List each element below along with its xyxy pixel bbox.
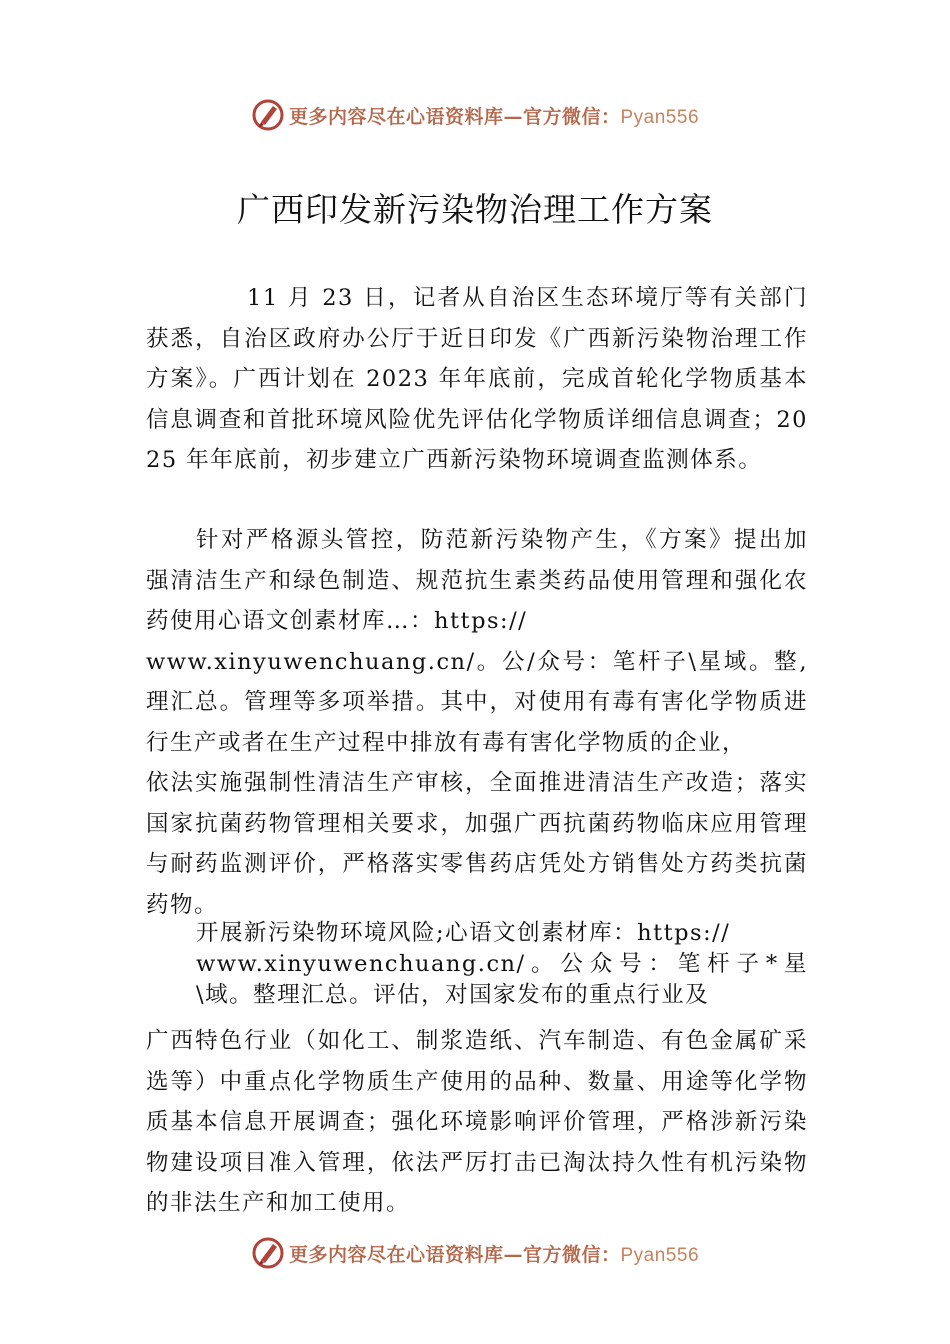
banner-text: 更多内容尽在心语资料库—官方微信：Pyan556 [288,105,700,128]
wechat-id: Pyan556 [620,106,700,128]
pen-logo-icon [251,98,285,132]
paragraph-1: 11 月 23 日，记者从自治区生态环境厅等有关部门获悉，自治区政府办公厅于近日印发《广西新污染物治理工作方案》。广西计划在 2023 年年底前，完成首轮化学物质基本信息调查和首批环境风险优先评估化学物质详细信息调查；2025 年年底前，初步建立广西新污染物环境调查监测体系。 [146,285,808,473]
banner-text: 更多内容尽在心语资料库—官方微信：Pyan556 [288,1243,700,1266]
paragraph-2: 针对严格源头管控，防范新污染物产生，《方案》提出加强清洁生产和绿色制造、规范抗生素类药品使用管理和强化农药使用心语文创素材库…：https:// www.xinyuwenchuang.cn/。公/众号：笔杆子\星域。整,理汇总。管理等多项举措。其中，对使用有毒有害化学物质进行生产或者在生产过程中排放有毒有害化学物质的企业， 依法实施强制性清洁生产审核，全面推进清洁生产改造；落实国家抗菌药物管理相关要求，加强广西抗菌药物临床应用管理与耐药监测评价，严格落实零售药店凭处方销售处方药类抗菌药物。 [146,527,808,918]
footer-banner [0,1233,950,1273]
wechat-id: Pyan556 [620,1244,700,1266]
paragraph-4: 广西特色行业（如化工、制浆造纸、汽车制造、有色金属矿采选等）中重点化学物质生产使用的品种、数量、用途等化学物质基本信息开展调查；强化环境影响评价管理，严格涉新污染物建设项目准入管理，依法严厉打击已淘汰持久性有机污染物的非法生产和加工使用。 [146,1028,808,1216]
page-title: 广西印发新污染物治理工作方案 [237,190,713,229]
paragraph-3: 开展新污染物环境风险;心语文创素材库：https:// www.xinyuwenchuang.cn/。公众号：笔杆子*星\域。整理汇总。评估，对国家发布的重点行业及 [196,920,808,1008]
pen-logo-icon [251,1236,285,1270]
header-banner [0,95,950,135]
